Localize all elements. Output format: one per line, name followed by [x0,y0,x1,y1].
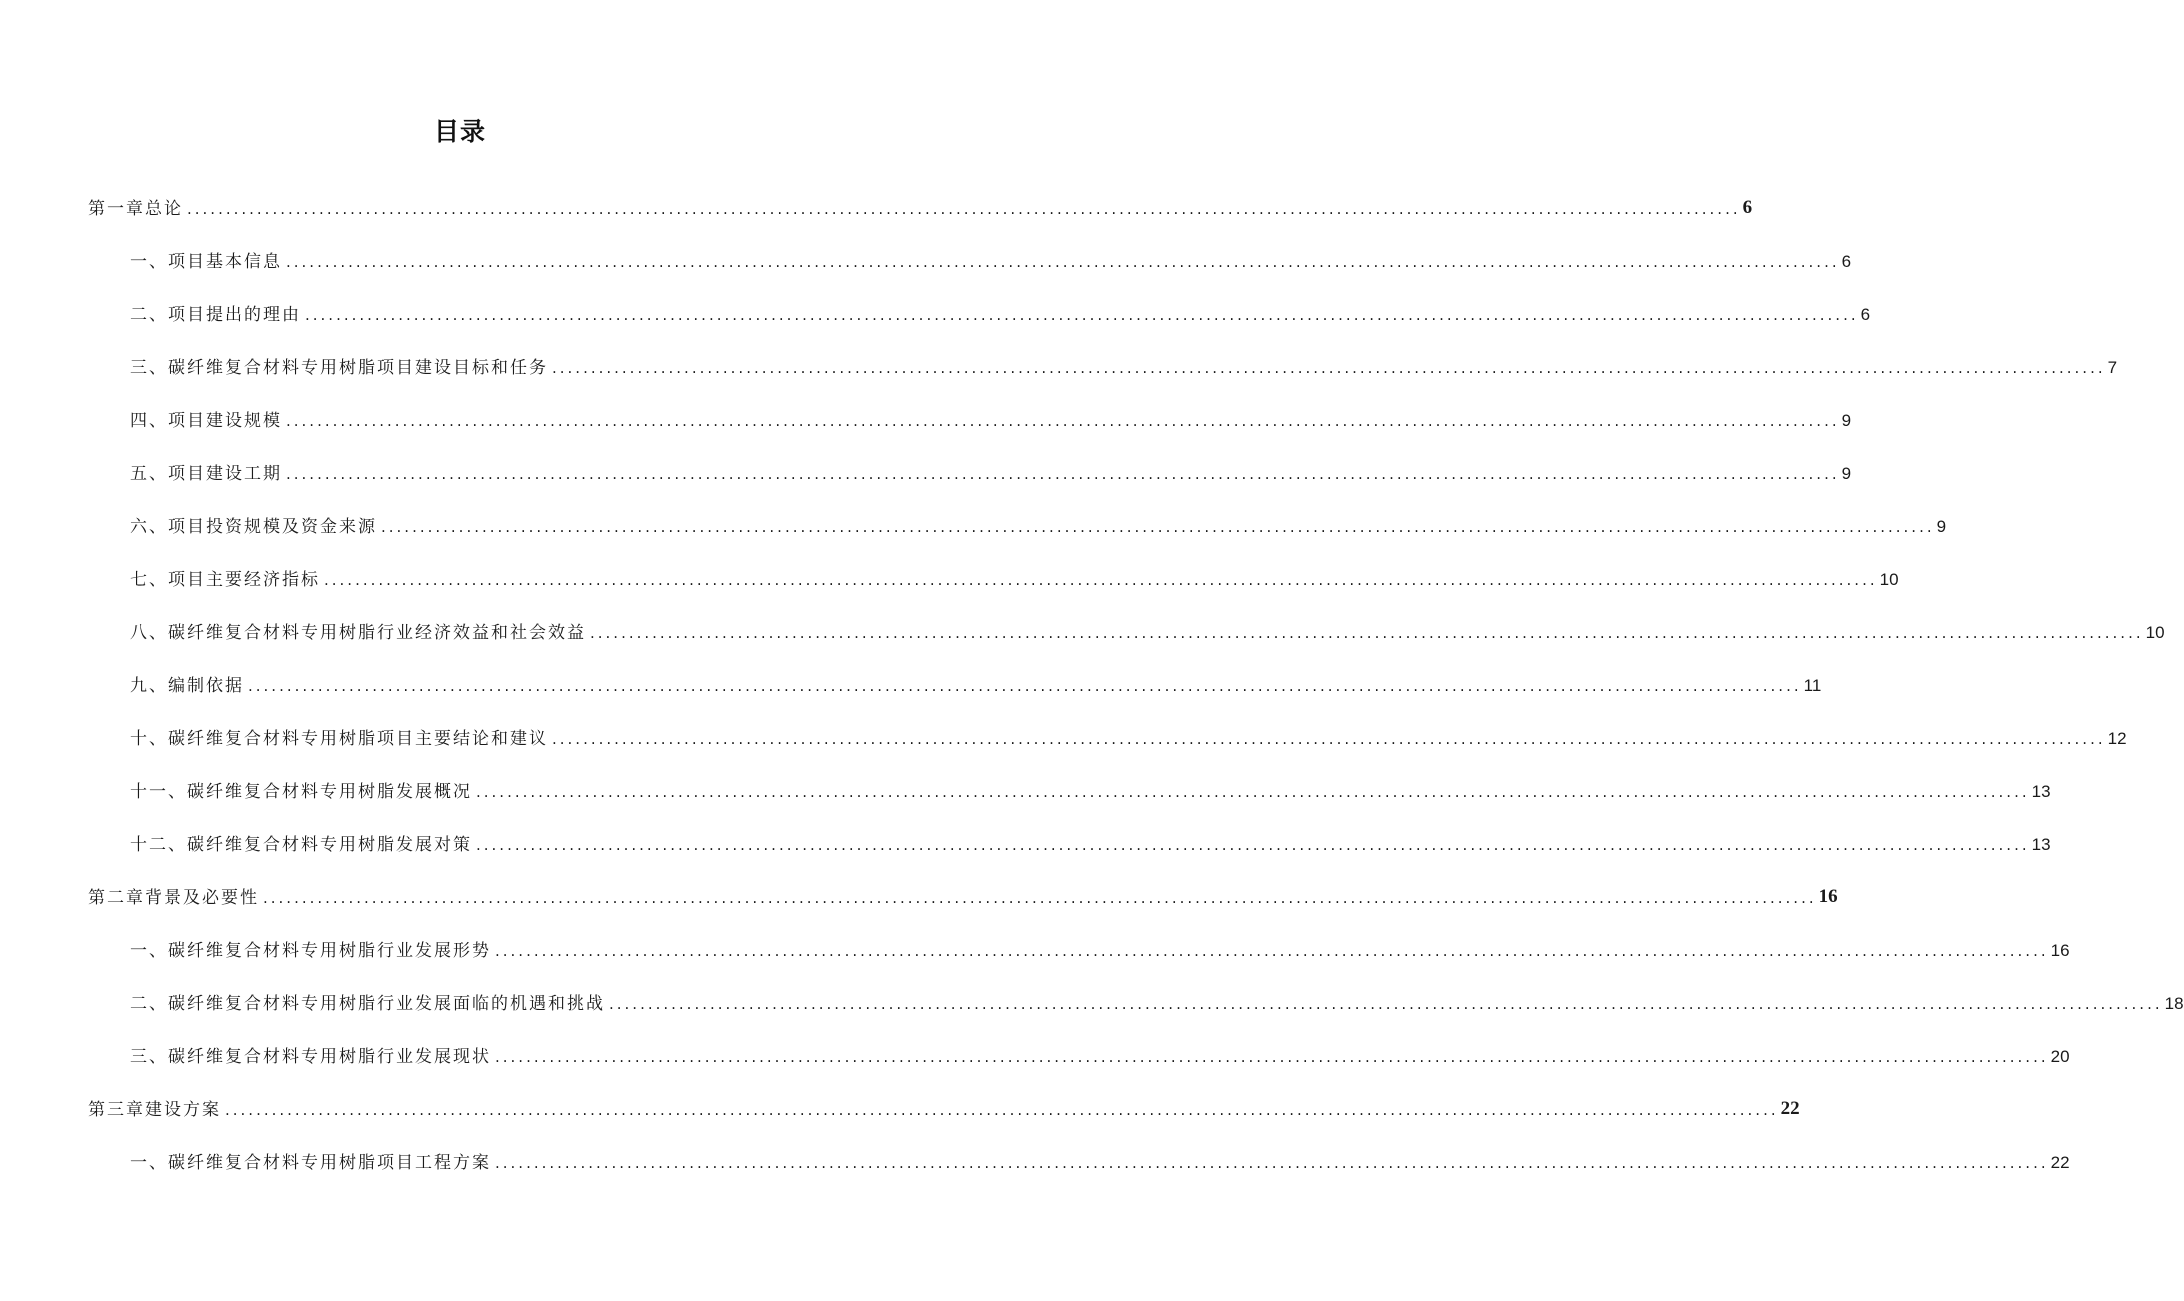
dot-leader: ........................................................................................................................................................................................................ [609,995,2163,1013]
toc-entry-page: 22 [1780,1098,1800,1119]
toc-entry-section[interactable] [88,810,2051,863]
dot-leader: ........................................................................................................................................................................................................ [187,200,1741,218]
dot-leader: ........................................................................................................................................................................................................ [495,1048,2049,1066]
dot-leader: ........................................................................................................................................................................................................ [476,836,2030,854]
toc-entry-section[interactable] [88,704,2127,757]
toc-title: 目录 [433,117,486,146]
toc-entry-label: 二、项目提出的理由 [130,305,301,325]
toc-list [88,174,2184,1181]
toc-entry-page: 13 [2031,835,2051,854]
toc-entry-section[interactable] [88,916,2070,969]
toc-entry-label: 第一章总论 [88,199,183,219]
toc-entry-section[interactable] [88,1128,2070,1181]
toc-entry-page: 10 [1879,570,1899,589]
dot-leader: ........................................................................................................................................................................................................ [495,1154,2049,1172]
dot-leader: ........................................................................................................................................................................................................ [305,306,1859,324]
toc-entry-page: 18 [2164,994,2184,1013]
dot-leader: ........................................................................................................................................................................................................ [590,624,2144,642]
toc-entry-section[interactable] [88,757,2051,810]
toc-entry-section[interactable] [88,545,1899,598]
toc-entry-page: 9 [1841,411,1852,430]
toc-entry-chapter-3[interactable] [88,1075,1800,1128]
toc-entry-label: 第二章背景及必要性 [88,888,259,908]
toc-entry-label: 一、碳纤维复合材料专用树脂行业发展形势 [130,941,491,961]
dot-leader: ........................................................................................................................................................................................................ [248,677,1802,695]
toc-entry-section[interactable] [88,386,1852,439]
toc-entry-section[interactable] [88,492,1947,545]
dot-leader: ........................................................................................................................................................................................................ [263,889,1817,907]
toc-entry-label: 三、碳纤维复合材料专用树脂项目建设目标和任务 [130,358,548,378]
toc-entry-label: 十二、碳纤维复合材料专用树脂发展对策 [130,835,472,855]
toc-entry-page: 20 [2050,1047,2070,1066]
toc-entry-page: 16 [2050,941,2070,960]
toc-entry-label: 八、碳纤维复合材料专用树脂行业经济效益和社会效益 [130,623,586,643]
dot-leader: ........................................................................................................................................................................................................ [476,783,2030,801]
dot-leader: ........................................................................................................................................................................................................ [225,1101,1779,1119]
toc-entry-page: 9 [1841,464,1852,483]
toc-entry-section[interactable] [88,439,1852,492]
dot-leader: ........................................................................................................................................................................................................ [286,465,1840,483]
toc-entry-label: 十一、碳纤维复合材料专用树脂发展概况 [130,782,472,802]
toc-entry-label: 三、碳纤维复合材料专用树脂行业发展现状 [130,1047,491,1067]
toc-entry-section[interactable] [88,651,1822,704]
toc-entry-chapter-1[interactable] [88,174,1753,227]
toc-entry-page: 16 [1818,886,1838,907]
dot-leader: ........................................................................................................................................................................................................ [286,412,1840,430]
toc-entry-section[interactable] [88,1022,2070,1075]
dot-leader: ........................................................................................................................................................................................................ [381,518,1935,536]
toc-entry-label: 第三章建设方案 [88,1100,221,1120]
toc-entry-label: 六、项目投资规模及资金来源 [130,517,377,537]
toc-entry-chapter-2[interactable] [88,863,1838,916]
toc-entry-label: 十、碳纤维复合材料专用树脂项目主要结论和建议 [130,729,548,749]
toc-entry-page: 22 [2050,1153,2070,1172]
toc-entry-page: 6 [1860,305,1871,324]
dot-leader: ........................................................................................................................................................................................................ [552,730,2106,748]
dot-leader: ........................................................................................................................................................................................................ [552,359,2106,377]
toc-entry-label: 一、碳纤维复合材料专用树脂项目工程方案 [130,1153,491,1173]
toc-entry-label: 五、项目建设工期 [130,464,282,484]
toc-entry-page: 9 [1936,517,1947,536]
toc-entry-page: 7 [2107,358,2118,377]
toc-entry-label: 二、碳纤维复合材料专用树脂行业发展面临的机遇和挑战 [130,994,605,1014]
toc-entry-label: 一、项目基本信息 [130,252,282,272]
dot-leader: ........................................................................................................................................................................................................ [324,571,1878,589]
toc-entry-section[interactable] [88,227,1852,280]
dot-leader: ........................................................................................................................................................................................................ [495,942,2049,960]
toc-entry-page: 13 [2031,782,2051,801]
toc-entry-page: 6 [1742,197,1753,218]
toc-entry-section[interactable] [88,969,2184,1022]
toc-entry-page: 6 [1841,252,1852,271]
toc-entry-section[interactable] [88,598,2165,651]
toc-entry-section[interactable] [88,280,1871,333]
toc-entry-section[interactable] [88,333,2118,386]
toc-entry-label: 七、项目主要经济指标 [130,570,320,590]
toc-entry-page: 12 [2107,729,2127,748]
dot-leader: ........................................................................................................................................................................................................ [286,253,1840,271]
toc-entry-label: 四、项目建设规模 [130,411,282,431]
toc-entry-label: 九、编制依据 [130,676,244,696]
toc-entry-page: 11 [1803,676,1822,695]
toc-entry-page: 10 [2145,623,2165,642]
